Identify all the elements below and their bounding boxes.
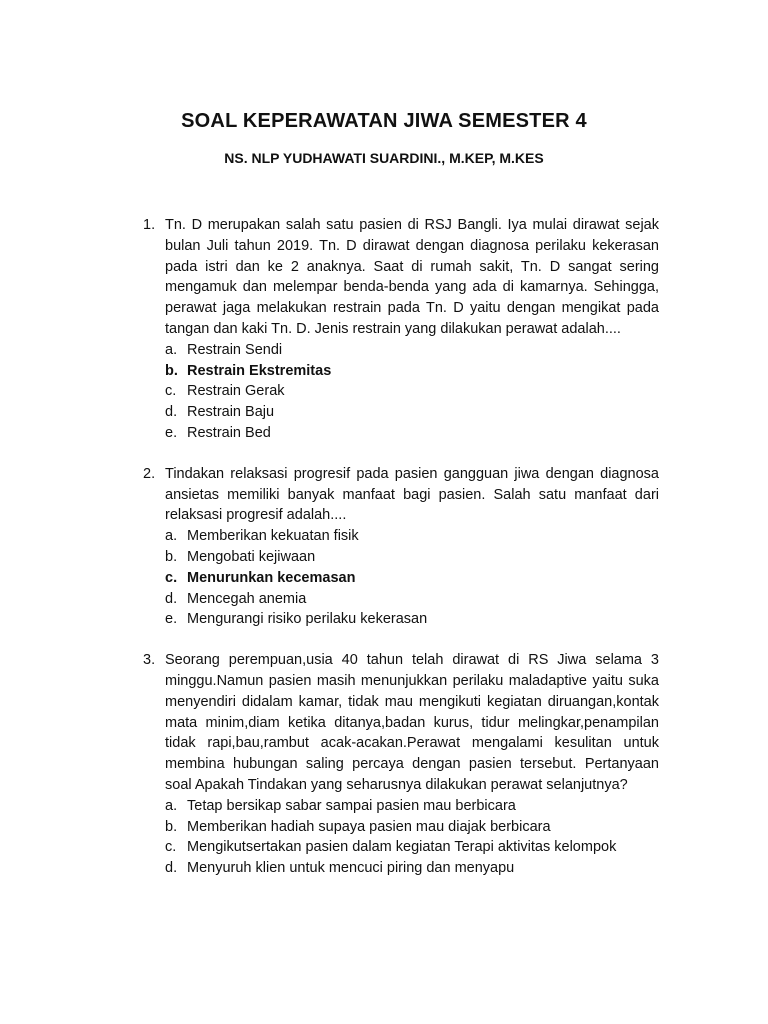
option-label: c.: [165, 839, 177, 856]
option-label: d.: [165, 590, 178, 607]
option-text: Tetap bersikap sabar sampai pasien mau berbicara: [187, 797, 516, 814]
option-label: c.: [165, 569, 178, 586]
answer-option-correct: [165, 568, 659, 589]
option-text: Mengurangi risiko perilaku kekerasan: [187, 611, 428, 628]
question-1: [143, 215, 659, 444]
option-label: e.: [165, 424, 178, 441]
document-author: NS. NLP YUDHAWATI SUARDINI., M.KEP, M.KES: [224, 150, 544, 166]
option-text: Menyuruh klien untuk mencuci piring dan menyapu: [187, 860, 515, 877]
answer-option: [165, 858, 659, 879]
answer-option: [165, 817, 659, 838]
option-label: a.: [165, 528, 178, 545]
answer-option: [165, 837, 659, 858]
question-3: [143, 650, 659, 879]
option-label: a.: [165, 797, 178, 814]
question-number: 1.: [143, 217, 156, 233]
answer-option: [165, 547, 659, 568]
answer-option: [165, 609, 659, 630]
option-text: Memberikan kekuatan fisik: [187, 528, 359, 545]
document-title: SOAL KEPERAWATAN JIWA SEMESTER 4: [181, 110, 587, 132]
question-number: 3.: [143, 652, 156, 669]
option-text: Menurunkan kecemasan: [187, 569, 356, 586]
option-label: d.: [165, 860, 178, 877]
option-label: c.: [165, 383, 177, 400]
option-text: Restrain Gerak: [187, 383, 285, 400]
question-text: Seorang perempuan,usia 40 tahun telah dirawat di RS Jiwa selama 3 minggu.Namun pasien masih menunjukkan perilaku maladaptive yaitu suka menyendiri didalam kamar, tidak mau mengikuti kegiatan diruangan,kontak mata minim,diam ketika ditanya,badan kurus, tidur melingkar,penampilan tidak rapi,bau,rambut acak-acakan.Perawat mengalami kesulitan untuk membina hubungan saling percaya dengan pasien tersebut. Pertanyaan soal Apakah Tindakan yang seharusnya dilakukan perawat selanjutnya?: [165, 652, 659, 793]
question-text: Tindakan relaksasi progresif pada pasien gangguan jiwa dengan diagnosa ansietas memiliki banyak manfaat bagi pasien. Salah satu manfaat dari relaksasi progresif adalah....: [165, 465, 659, 524]
question-list: [143, 215, 659, 879]
option-label: b.: [165, 548, 178, 565]
option-text: Mengikutsertakan pasien dalam kegiatan Terapi aktivitas kelompok: [187, 839, 617, 856]
answer-option: [165, 526, 659, 547]
answer-options: [165, 526, 659, 630]
option-text: Mencegah anemia: [187, 590, 307, 607]
answer-options: [165, 340, 659, 444]
option-text: Memberikan hadiah supaya pasien mau diajak berbicara: [187, 818, 551, 835]
option-text: Restrain Ekstremitas: [187, 362, 332, 379]
answer-option: [165, 796, 659, 817]
answer-option: [165, 340, 659, 361]
answer-option: [165, 402, 659, 423]
answer-option-correct: [165, 361, 659, 382]
option-text: Restrain Sendi: [187, 341, 283, 358]
question-text: Tn. D merupakan salah satu pasien di RSJ Bangli. Iya mulai dirawat sejak bulan Juli tahun 2019. Tn. D dirawat dengan diagnosa perilaku kekerasan pada istri dan ke 2 anaknya. Saat di rumah sakit, Tn. D sangat sering mengamuk dan melempar benda-benda yang ada di kamarnya. Sehingga, perawat jaga melakukan restrain pada Tn. D yaitu dengan mengikat pada tangan dan kaki Tn. D. Jenis restrain yang dilakukan perawat adalah....: [165, 217, 659, 337]
question-number: 2.: [143, 465, 156, 482]
option-text: Mengobati kejiwaan: [187, 548, 316, 565]
answer-option: [165, 589, 659, 610]
option-label: d.: [165, 404, 178, 421]
option-text: Restrain Bed: [187, 424, 271, 441]
answer-options: [165, 796, 659, 879]
answer-option: [165, 423, 659, 444]
option-label: b.: [165, 362, 178, 379]
option-label: b.: [165, 818, 178, 835]
option-label: e.: [165, 611, 178, 628]
option-text: Restrain Baju: [187, 404, 275, 421]
option-label: a.: [165, 341, 178, 358]
answer-option: [165, 381, 659, 402]
question-2: [143, 464, 659, 630]
